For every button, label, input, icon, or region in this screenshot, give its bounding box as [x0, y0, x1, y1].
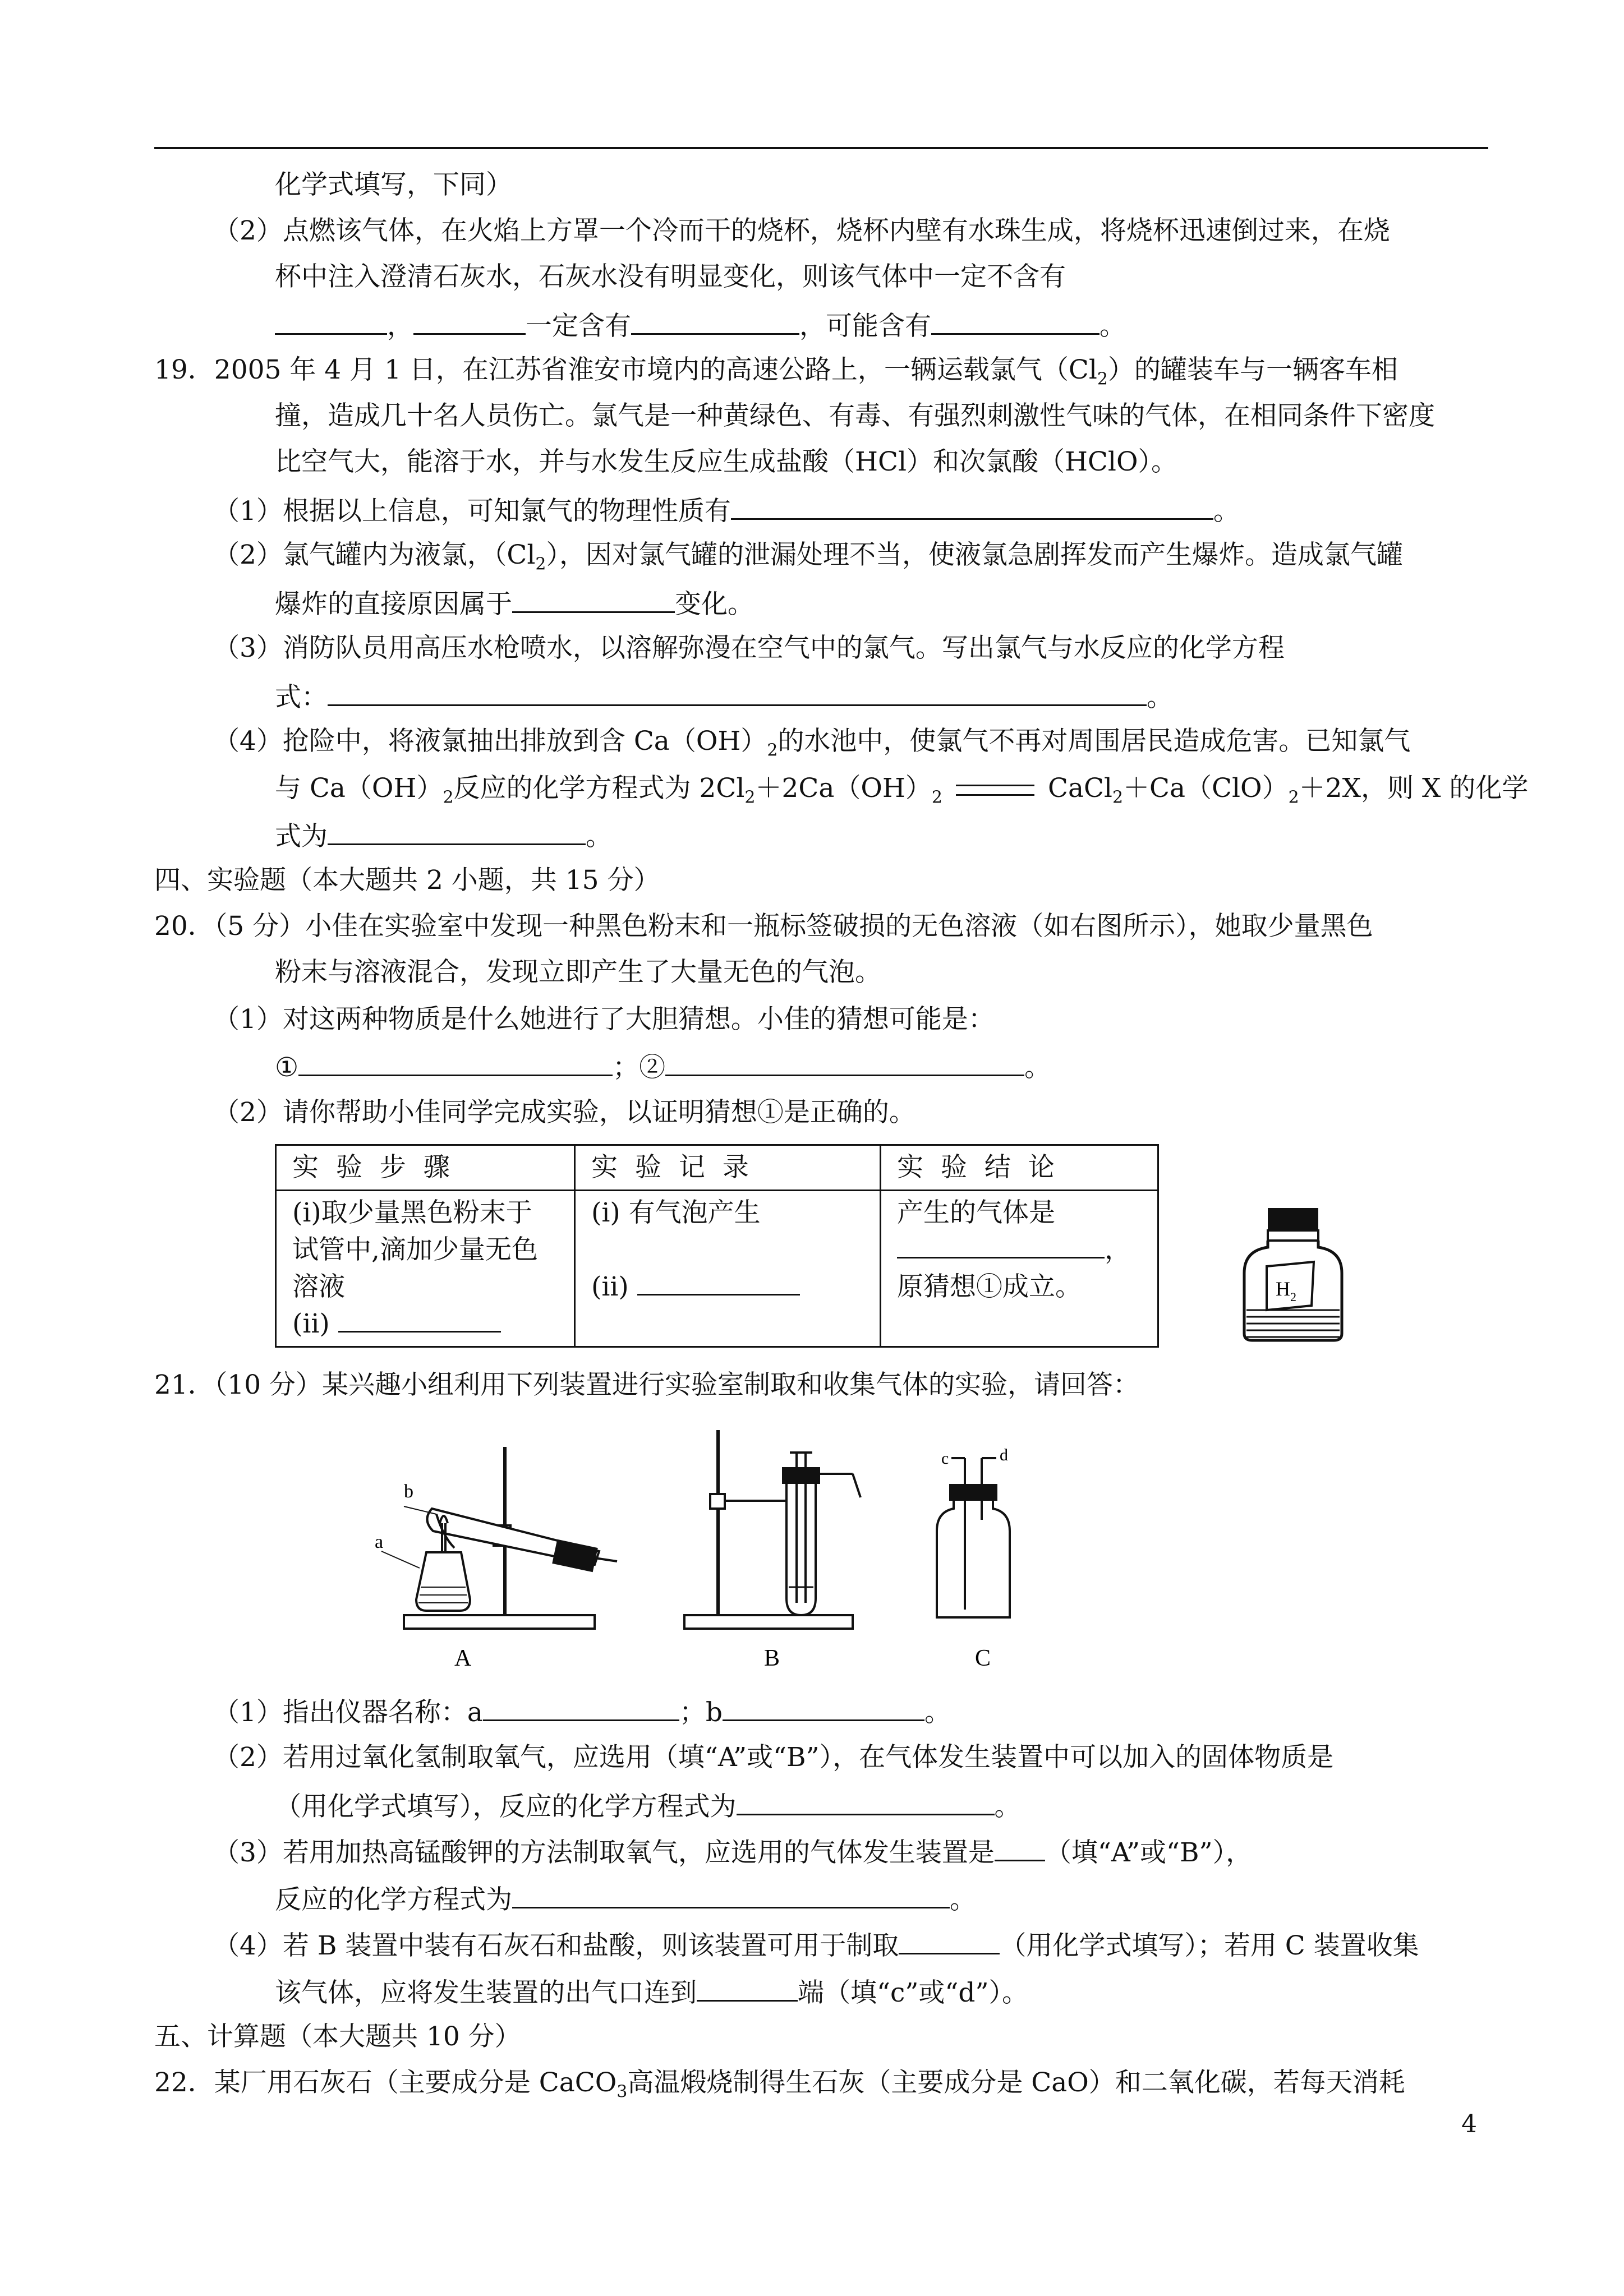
answer-blank[interactable]: [899, 1927, 1000, 1954]
label-c: c: [941, 1449, 949, 1468]
bottle-label-text: $H_2$: [1276, 1278, 1296, 1304]
answer-blank[interactable]: [665, 1049, 1024, 1076]
bottle-cap-icon: [1268, 1208, 1318, 1230]
q19-line2: 撞，造成几十名人员伤亡。氯气是一种黄绿色、有毒、有强烈刺激性气味的气体，在相同条件下密度: [275, 400, 1435, 431]
q20-line1: 20．（5 分）小佳在实验室中发现一种黑色粉末和一瓶标签破损的无色溶液（如右图所示），她取少量黑色: [154, 911, 1373, 942]
answer-blank[interactable]: [298, 1049, 613, 1076]
q19-line1: 19．2005 年 4 月 1 日，在江苏省淮安市境内的高速公路上，一辆运载氯气$(Cl_2)$的罐装车与一辆客车相: [154, 354, 1398, 389]
answer-blank[interactable]: [737, 1788, 995, 1815]
label-b: b: [404, 1481, 413, 1502]
q19-line3: 比空气大，能溶于水，并与水发生反应生成盐酸（HCl）和次氯酸（HClO）。: [275, 446, 1177, 477]
section-4-heading: 四、实验题（本大题共 2 小题，共 15 分）: [154, 865, 660, 896]
q20-line2: 粉末与溶液混合，发现立即产生了大量无色的气泡。: [275, 957, 881, 988]
answer-blank[interactable]: [897, 1234, 1105, 1258]
q19-2-line1: （2）氯气罐内为液氯，$(Cl_2)$，因对氯气罐的泄漏处理不当，使液氯急剧挥发而产生爆炸。造成氯气罐: [213, 540, 1403, 574]
label-d: d: [1000, 1446, 1008, 1464]
q19-4-line1: （4）抢险中，将液氯抽出排放到含 $Ca(OH)_2$的水池中，使氯气不再对周围居民造成危害。已知氯气: [213, 726, 1411, 760]
apparatus-figure: [370, 1424, 1234, 1671]
q18-2-line1: （2）点燃该气体，在火焰上方罩一个冷而干的烧杯，烧杯内壁有水珠生成，将烧杯迅速倒过来，在烧: [213, 215, 1390, 246]
q18-line: 化学式填写，下同）: [275, 169, 512, 200]
answer-blank[interactable]: [697, 1974, 798, 2002]
answer-blank[interactable]: [483, 1694, 679, 1721]
q19-1: （1）根据以上信息，可知氯气的物理性质有 。: [213, 492, 1240, 528]
header-rule: [154, 147, 1488, 149]
q20-2: （2）请你帮助小佳同学完成实验，以证明猜想①是正确的。: [213, 1097, 915, 1128]
table-header: 实 验 结 论: [881, 1145, 1158, 1191]
answer-blank[interactable]: [328, 818, 586, 845]
section-5-heading: 五、计算题（本大题共 10 分）: [154, 2021, 521, 2052]
answer-blank[interactable]: [637, 1271, 800, 1295]
q19-3-line1: （3）消防队员用高压水枪喷水，以溶解弥漫在空气中的氯气。写出氯气与水反应的化学方程: [213, 633, 1285, 663]
q20-1-answers: ① ；② 。: [275, 1049, 1051, 1085]
apparatus-a-icon: [381, 1447, 617, 1629]
answer-blank[interactable]: [631, 307, 799, 335]
answer-blank[interactable]: [328, 679, 1147, 706]
record-cell: (i) 有气泡产生 (ii): [575, 1191, 881, 1347]
caption-c: C: [975, 1645, 991, 1671]
apparatus-c-icon: [937, 1458, 1010, 1617]
step-cell: (i)取少量黑色粉末于 试管中,滴加少量无色 溶液 (ii): [276, 1191, 575, 1347]
q18-2-line3: ， 一定含有 ，可能含有 。: [275, 307, 1126, 343]
answer-blank[interactable]: [731, 492, 1213, 520]
experiment-table: [275, 1144, 1159, 1348]
table-row: [276, 1191, 1158, 1347]
q21-2-line2: （用化学式填写），反应的化学方程式为 。: [275, 1788, 1021, 1824]
answer-blank[interactable]: [931, 307, 1099, 335]
q21-3-line2: 反应的化学方程式为 。: [275, 1881, 976, 1917]
q22-line: 22．某厂用石灰石（主要成分是 CaCO$_3$高温煅烧制得生石灰（主要成分是 CaO）和二氧化碳，若每天消耗: [154, 2067, 1405, 2102]
answer-blank[interactable]: [338, 1308, 501, 1333]
q18-2-line2: 杯中注入澄清石灰水，石灰水没有明显变化，则该气体中一定不含有: [275, 261, 1066, 292]
table-header: 实 验 步 骤: [276, 1145, 575, 1191]
q21-4-line1: （4）若 B 装置中装有石灰石和盐酸，则该装置可用于制取 （用化学式填写）；若用 C 装置收集: [213, 1927, 1419, 1963]
caption-a: A: [454, 1645, 472, 1671]
q19-4-line3: 式为 。: [275, 818, 612, 854]
answer-blank[interactable]: [995, 1834, 1045, 1861]
q21-4-line2: 该气体，应将发生装置的出气口连到 端（填“c”或“d”）。: [275, 1974, 1028, 2010]
q19-3-line2: 式： 。: [275, 679, 1173, 714]
page-number: 4: [1461, 2110, 1477, 2138]
equals-sign: [956, 785, 1034, 796]
answer-blank[interactable]: [512, 1881, 950, 1908]
reagent-bottle-figure: [1234, 1206, 1352, 1346]
table-header: 实 验 记 录: [575, 1145, 881, 1191]
conclusion-cell: 产生的气体是 ， 原猜想①成立。: [881, 1191, 1158, 1347]
q19-4-line2: 与 $Ca(OH)_2$反应的化学方程式为 $2Cl_2+2Ca(OH)_2$ $CaCl_2+Ca(ClO)_2+2X$，则 X 的化学: [275, 773, 1529, 808]
answer-blank[interactable]: [723, 1694, 924, 1721]
apparatus-b-icon: [684, 1430, 861, 1629]
q21-2-line1: （2）若用过氧化氢制取氧气，应选用（填“A”或“B”），在气体发生装置中可以加入的固体物质是: [213, 1742, 1334, 1773]
q19-2-line2: 爆炸的直接原因属于 变化。: [275, 585, 754, 621]
q21-3-line1: （3）若用加热高锰酸钾的方法制取氧气，应选用的气体发生装置是 （填“A”或“B”），: [213, 1834, 1252, 1870]
q21-line: 21．（10 分）某兴趣小组利用下列装置进行实验室制取和收集气体的实验，请回答：: [154, 1370, 1140, 1400]
caption-b: B: [764, 1645, 780, 1671]
table-header-row: [276, 1145, 1158, 1191]
q20-1: （1）对这两种物质是什么她进行了大胆猜想。小佳的猜想可能是：: [213, 1004, 995, 1035]
label-a: a: [375, 1532, 384, 1552]
q21-1: （1）指出仪器名称：a ；b 。: [213, 1694, 951, 1730]
answer-blank[interactable]: [512, 585, 675, 613]
answer-blank[interactable]: [413, 307, 526, 335]
answer-blank[interactable]: [275, 307, 387, 335]
